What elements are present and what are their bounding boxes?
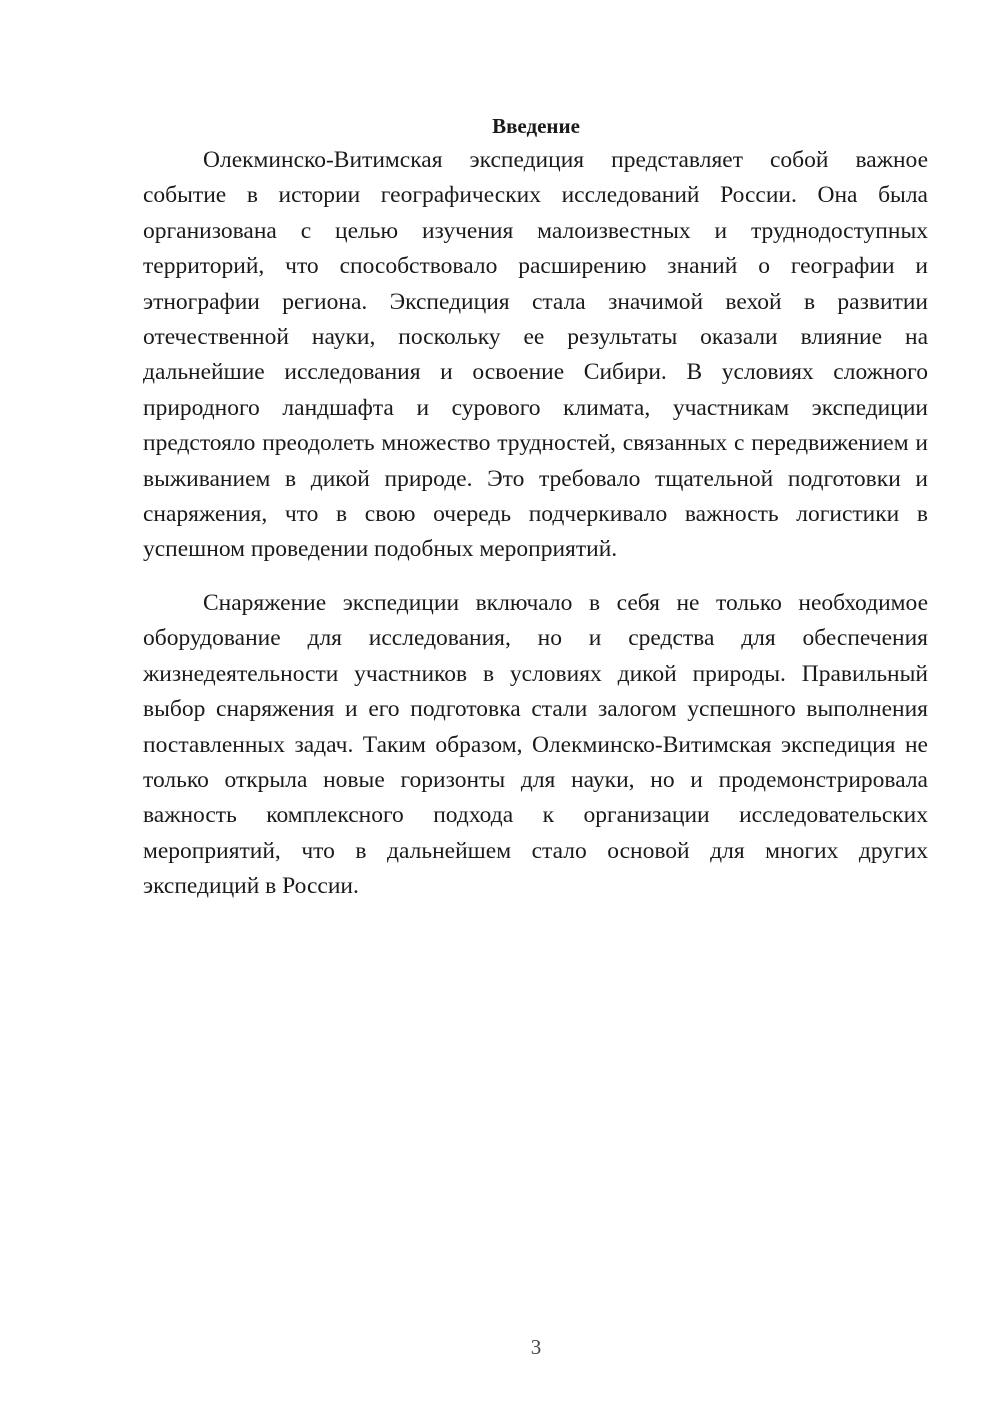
paragraph: Снаряжение экспедиции включало в себя не только необходимое оборудование для исследования, но и средства для обеспечения жизнедеятельности участников в условиях дикой природы. Правильный выбор снаряжения и его подготовка стали залогом успешного выполнения поставленных задач. Таким образом, Олекминско-Витимская экспедиция не только открыла новые горизонты для науки, но и продемонстрировала важность комплексного подхода к организации исследовательских мероприятий, что в дальнейшем стало основой для многих других экспедиций в России. — [143, 589, 928, 900]
paragraph: Олекминско-Витимская экспедиция представляет собой важное событие в истории географических исследований России. Она была организована с целью изучения малоизвестных и труднодоступных территорий, что способствовало расширению знаний о географии и этнографии региона. Экспедиция стала значимой вехой в развитии отечественной науки, поскольку ее результаты оказали влияние на дальнейшие исследования и освоение Сибири. В условиях сложного природного ландшафта и сурового климата, участникам экспедиции предстояло преодолеть множество трудностей, связанных с передвижением и выживанием в дикой природе. Это требовало тщательной подготовки и снаряжения, что в свою очередь подчеркивало важность логистики в успешном проведении подобных мероприятий. — [143, 147, 928, 563]
page-number: 3 — [530, 1335, 542, 1359]
section-heading: Введение — [492, 114, 580, 139]
body-text — [143, 143, 928, 905]
